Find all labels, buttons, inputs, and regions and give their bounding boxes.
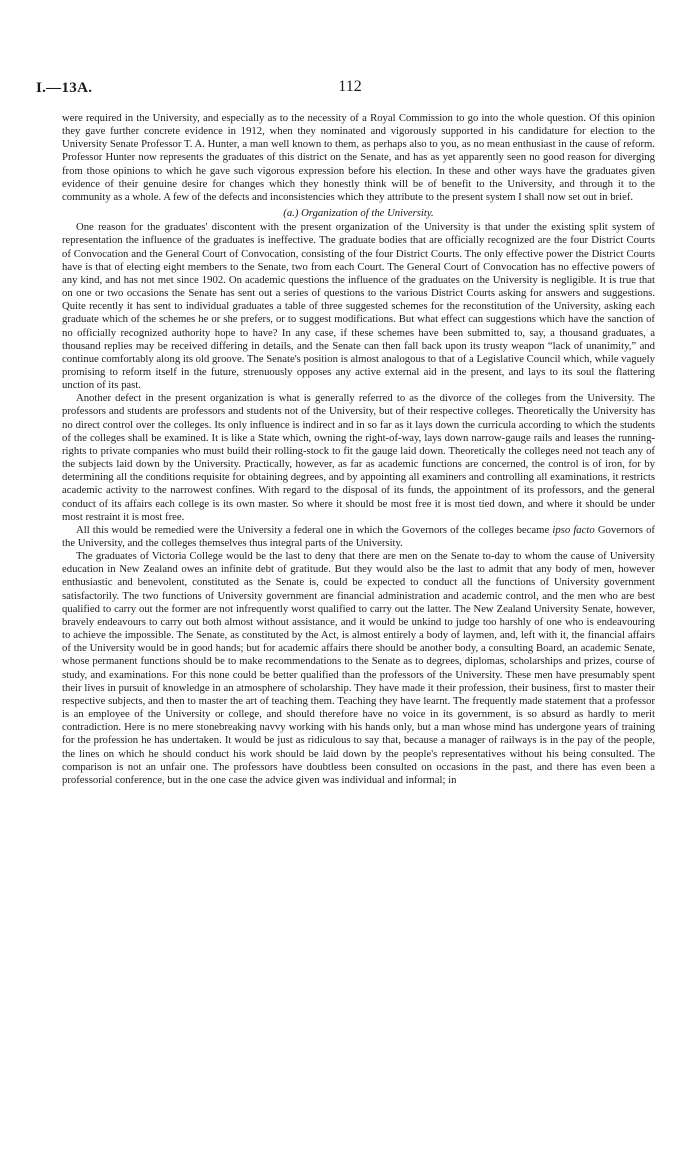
section-heading: [62, 207, 655, 220]
section-heading-title: Organization of the University.: [301, 207, 434, 220]
section-heading-label: (a.): [283, 207, 299, 220]
paragraph-victoria-graduates: The graduates of Victoria College would be the last to deny that there are men on the Senate to-day to whom the cause of University education in New Zealand owes an infinite debt of gratitude. But they would also be the last to admit that any body of men, however enthusiastic and benevolent, constituted as the Senate is, could be expected to conduct all the functions of University government satisfactorily. The two functions of University government are financial administration and academic control, and the men who are best qualified to carry out the former are not infrequently worst qualified to carry out the latter. The New Zealand University Senate, however, bravely endeavours to carry out both almost without assistance, and it would be unkind to judge too harshly of one who is endeavouring to achieve the impossible. The Senate, as constituted by the Act, is almost entirely a body of laymen, and, left with it, the financial affairs of the University would be in good hands; but for academic affairs there should be another body, a consulting Board, an academic Senate, whose permanent functions should be to make recommendations to the Senate as to degrees, diplomas, scholarships and prizes, course of study, and examinations. For this none could be better qualified than the professors of the University. These men have presumably spent their lives in pursuit of knowledge in an atmosphere of scholarship. They have made it their profession, their business, first to master their respective subjects, and then to master the art of teaching them. Teaching they have learnt. The frequently made statement that a professor is an employee of the University or college, and should therefore have no voice in its government, is so absurd as hardly to merit contradiction. Here is no mere stonebreaking navvy working with his hands only, but a man whose mind has undergone years of training for the profession he has undertaken. It would be just as ridiculous to say that, because a manager of railways is in the pay of the people, the lines on which he should conduct his work should be laid down by the people's representatives without his being consulted. The comparison is not an unfair one. The professors have doubtless been consulted on occasions in the past, and there has even been a professorial conference, but in the one case the advice given was individual and informal; in: [62, 550, 655, 786]
page-number: 112: [338, 78, 362, 95]
document-body: [62, 112, 655, 787]
paragraph-continuation: were required in the University, and especially as to the necessity of a Royal Commission to go into the whole question. Of this opinion they gave further concrete evidence in 1912, when they nominated and vigorously supported in his candidature for election to the University Senate Professor T. A. Hunter, a man well known to them, as perhaps also to you, as no mean enthusiast in the cause of reform. Professor Hunter now represents the graduates of this district on the Senate, and has as yet apparently seen no good reason for diverging from those opinions to which he gave such vigorous expression before his election. In these and other ways have the graduates given evidence of their genuine desire for changes which they honestly think will be of benefit to the University, and through it to the community as a whole. A few of the defects and inconsistencies which they attribute to the present system I shall now set out in brief.: [62, 112, 655, 203]
paragraph-divorce-of-colleges: Another defect in the present organization is what is generally referred to as the divorce of the colleges from the University. The professors and students are professors and students not of the University, but of their respective colleges. Theoretically the University has no direct control over the colleges. Its only influence is indirect and in so far as it lays down the curricula according to which the students of the colleges shall be examined. It is like a State which, owning the right-of-way, lays down narrow-gauge rails and leases the running-rights to private companies who must build their rolling-stock to fit the gauge laid down. Theoretically the colleges need not teach any of the subjects laid down by the University. Practically, however, as far as academic functions are concerned, the control is of iron, for by determining all the conditions requisite for obtaining degrees, and by appointing all examiners and controlling all examinations, it restricts academic activity to the narrowest confines. With regard to the disposal of its funds, the appointment of its professors, and the general conduct of its affairs each college is its own master. So where it should be most free it is most tied down, and where it should be under most restraint it is most free.: [62, 392, 655, 523]
federal-text-before: All this would be remedied were the University a federal one in which the Governors of the colleges became: [76, 523, 553, 536]
ipso-facto-italic: ipso facto: [552, 523, 595, 536]
paragraph-graduates-discontent: One reason for the graduates' discontent with the present organization of the University is that under the existing split system of representation the influence of the graduates is ineffective. The graduate bodies that are officially recognized are the four District Courts of Convocation and the General Court of Convocation, consisting of the four District Courts. The only effective power the District Courts have is that of electing eight members to the Senate, two from each Court. The General Court of Convocation has no effective powers of any kind, and has not met since 1902. On academic questions the influence of the graduates on the University is negligible. It is true that on one or two occasions the Senate has sent out a series of questions to the various District Courts asking for answers and suggestions. Quite recently it has sent to individual graduates a table of three suggested schemes for the reconstitution of the University, asking each graduate which of the schemes he or she prefers, or to suggest modifications. But what effect can suggestions which have the sanction of no officially recognized authority hope to have? In any case, if these schemes have been submitted to, say, a thousand graduates, a thousand replies may be received differing in details, and the Senate can then fall back upon its trusty weapon “lack of unanimity,” and continue comfortably along its old groove. The Senate's position is almost analogous to that of a Legislative Council which, while vaguely promising to reform itself in the future, strenuously opposes any active external aid in the present, and lays to its soul the flattering unction of its past.: [62, 221, 655, 392]
federal-text-after: Governors of the University, and the colleges themselves thus integral parts of the University.: [62, 523, 655, 549]
paragraph-federal-remedy: [62, 524, 655, 550]
document-reference: I.—13A.: [36, 80, 93, 96]
